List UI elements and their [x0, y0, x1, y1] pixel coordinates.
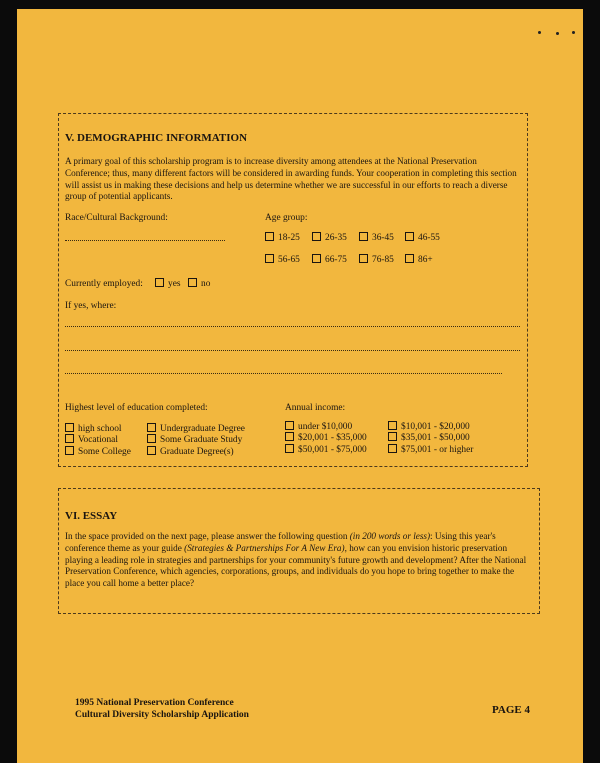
- checkbox-icon[interactable]: [147, 423, 156, 432]
- education-option[interactable]: Vocational: [65, 434, 118, 446]
- demographic-intro: A primary goal of this scholarship program is to increase diversity among attendees at the National Preservation Conference; thus, many different factors will be considered in awarding funds. Your cooperation in completing this section will assist us in making these decisions and help us determine whether we are successful in our efforts to reach a diverse group of potential applicants.: [65, 156, 517, 202]
- checkbox-icon[interactable]: [405, 232, 414, 241]
- age-option[interactable]: 56-65: [265, 254, 300, 266]
- education-option[interactable]: Some Graduate Study: [147, 434, 242, 446]
- age-option[interactable]: 46-55: [405, 232, 440, 244]
- race-input-line[interactable]: [65, 240, 225, 241]
- essay-title: VI. ESSAY: [65, 510, 118, 522]
- checkbox-icon[interactable]: [147, 446, 156, 455]
- where-input-line[interactable]: [65, 350, 520, 351]
- footer-conference: 1995 National Preservation Conference: [75, 698, 234, 708]
- checkbox-icon[interactable]: [147, 434, 156, 443]
- checkbox-icon[interactable]: [312, 254, 321, 263]
- checkbox-icon[interactable]: [405, 254, 414, 263]
- age-option[interactable]: 86+: [405, 254, 433, 266]
- education-option[interactable]: high school: [65, 423, 122, 435]
- checkbox-icon[interactable]: [285, 432, 294, 441]
- age-option[interactable]: 26-35: [312, 232, 347, 244]
- age-option[interactable]: 36-45: [359, 232, 394, 244]
- race-label: Race/Cultural Background:: [65, 213, 168, 223]
- footer-application: Cultural Diversity Scholarship Application: [75, 710, 249, 720]
- employed-label: Currently employed:: [65, 279, 143, 289]
- where-input-line[interactable]: [65, 326, 520, 327]
- education-option[interactable]: Graduate Degree(s): [147, 446, 234, 458]
- demographic-title: V. DEMOGRAPHIC INFORMATION: [65, 132, 248, 144]
- checkbox-icon[interactable]: [388, 421, 397, 430]
- income-option[interactable]: $20,001 - $35,000: [285, 432, 367, 444]
- education-option[interactable]: Some College: [65, 446, 131, 458]
- income-option[interactable]: $35,001 - $50,000: [388, 432, 470, 444]
- education-option[interactable]: Undergraduate Degree: [147, 423, 245, 435]
- checkbox-icon[interactable]: [155, 278, 164, 287]
- employed-yes[interactable]: yes: [155, 278, 181, 290]
- checkbox-icon[interactable]: [359, 232, 368, 241]
- checkbox-icon[interactable]: [285, 421, 294, 430]
- employed-no[interactable]: no: [188, 278, 210, 290]
- age-option[interactable]: 18-25: [265, 232, 300, 244]
- checkbox-icon[interactable]: [388, 444, 397, 453]
- checkbox-icon[interactable]: [312, 232, 321, 241]
- age-option[interactable]: 66-75: [312, 254, 347, 266]
- checkbox-icon[interactable]: [359, 254, 368, 263]
- corner-mark: [556, 32, 559, 35]
- checkbox-icon[interactable]: [65, 423, 74, 432]
- page-number: PAGE 4: [492, 704, 530, 716]
- essay-prompt: In the space provided on the next page, please answer the following question (in 200 words or less): Using this year's conference theme as your guide (Strategies & Partnerships For A New Era), how can you envision historic preservation playing a leading role in strategies and partnerships for your community's future growth and development? After the National Preservation Conference, which agencies, corporations, groups, and individuals do you hope to bring together to make the place you call home a better place?: [65, 531, 527, 589]
- corner-mark: [538, 31, 541, 34]
- checkbox-icon[interactable]: [265, 232, 274, 241]
- income-option[interactable]: under $10,000: [285, 421, 352, 433]
- checkbox-icon[interactable]: [65, 446, 74, 455]
- where-input-line[interactable]: [65, 373, 502, 374]
- age-option[interactable]: 76-85: [359, 254, 394, 266]
- age-label: Age group:: [265, 213, 308, 223]
- income-option[interactable]: $50,001 - $75,000: [285, 444, 367, 456]
- where-label: If yes, where:: [65, 301, 117, 311]
- checkbox-icon[interactable]: [265, 254, 274, 263]
- income-option[interactable]: $10,001 - $20,000: [388, 421, 470, 433]
- income-label: Annual income:: [285, 403, 346, 413]
- education-label: Highest level of education completed:: [65, 403, 208, 413]
- corner-mark: [572, 31, 575, 34]
- checkbox-icon[interactable]: [188, 278, 197, 287]
- checkbox-icon[interactable]: [65, 434, 74, 443]
- checkbox-icon[interactable]: [388, 432, 397, 441]
- income-option[interactable]: $75,001 - or higher: [388, 444, 473, 456]
- checkbox-icon[interactable]: [285, 444, 294, 453]
